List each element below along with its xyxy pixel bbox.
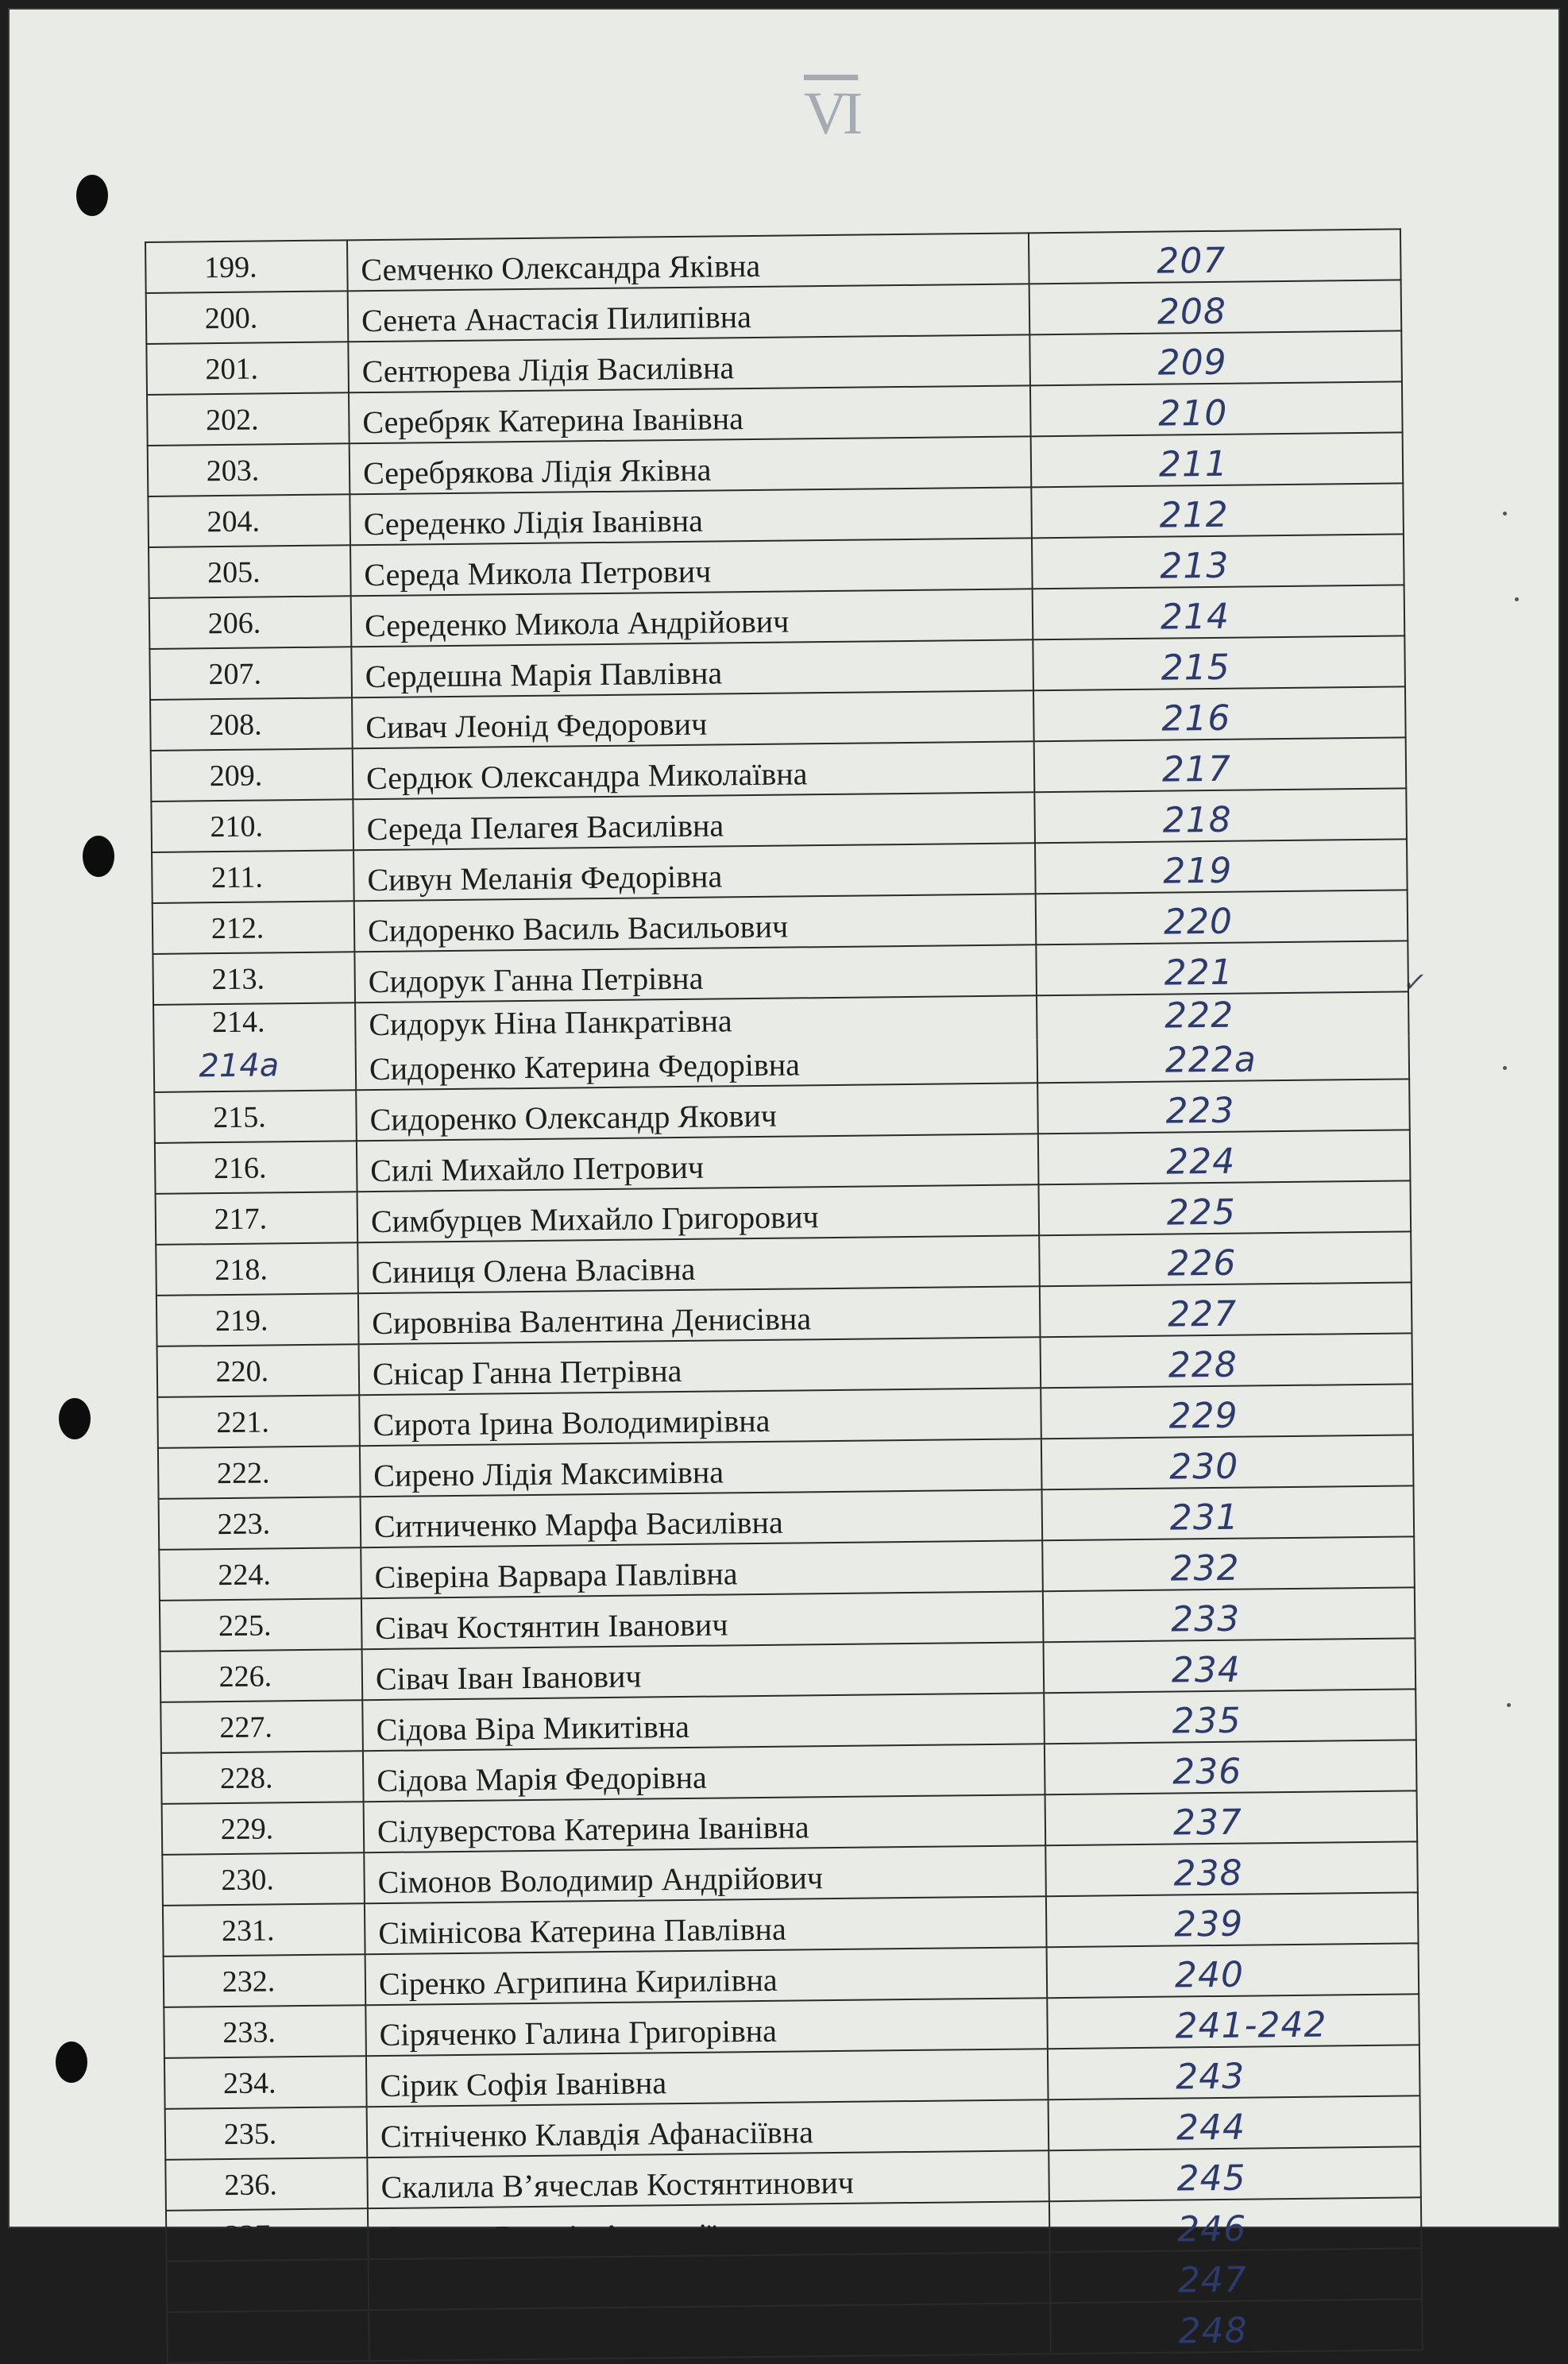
page-mark: $\overline{VI}$ <box>804 80 859 147</box>
row-number: 214. <box>153 1002 356 1048</box>
sheet-number: 231 <box>1042 1485 1415 1540</box>
sheet-number: 240 <box>1047 1943 1419 1998</box>
person-name: Сирено Лідія Максимівна <box>360 1439 1042 1497</box>
row-number: 201. <box>146 342 349 395</box>
sheet-number: 245 <box>1049 2146 1421 2201</box>
person-name: Серебрякова Лідія Яківна <box>350 436 1032 494</box>
row-number: 224. <box>159 1547 361 1601</box>
person-name: Сіверіна Варвара Павлівна <box>361 1540 1043 1598</box>
sheet-number: 220 <box>1036 890 1408 944</box>
row-number: 207. <box>149 647 352 700</box>
row-number: 238. <box>167 2259 369 2312</box>
person-name: Ситниченко Марфа Василівна <box>361 1489 1043 1547</box>
sheet-number: 226 <box>1039 1231 1412 1286</box>
person-name: Скалила В’ячеслав Костянтинович <box>367 2150 1049 2208</box>
punch-hole-3 <box>59 1398 91 1439</box>
person-name: Сірик Софія Іванівна <box>366 2049 1049 2107</box>
row-number: 217. <box>156 1192 358 1245</box>
person-name: Сентюрева Лідія Василівна <box>348 334 1030 392</box>
person-name: Склерук Іван Тимофійович <box>369 2252 1051 2310</box>
row-number: 206. <box>149 596 352 649</box>
person-name: Серебряк Катерина Іванівна <box>349 385 1031 443</box>
sheet-number: 211 <box>1031 432 1404 487</box>
sheet-number: 223 <box>1037 1079 1410 1134</box>
row-number: 237. <box>166 2208 369 2262</box>
sheet-number: 230 <box>1041 1435 1414 1489</box>
row-number: 212. <box>153 901 355 954</box>
person-name: Симбурцев Михайло Григорович <box>357 1184 1040 1242</box>
person-name: Середа Микола Петрович <box>350 538 1033 596</box>
person-name: Сідова Віра Микитівна <box>362 1693 1045 1751</box>
row-number: 219. <box>156 1293 359 1346</box>
row-number: 235. <box>165 2107 368 2160</box>
sheet-number: 243 <box>1048 2045 1420 2099</box>
person-name: Сердюк Олександра Миколаївна <box>353 741 1035 799</box>
person-name: Сідова Марія Федорівна <box>363 1744 1045 1802</box>
person-name: Сімонов Володимир Андрійович <box>364 1845 1046 1903</box>
sheet-number: 215 <box>1033 635 1405 690</box>
row-number: 229. <box>162 1802 365 1855</box>
person-name: Сенета Анастасія Пилипівна <box>348 284 1030 342</box>
row-number: 220. <box>157 1344 360 1397</box>
sheet-number: 221 <box>1036 941 1408 995</box>
row-number: 222. <box>158 1446 361 1499</box>
person-name: Сивун Меланія Федорівна <box>353 843 1036 901</box>
row-number: 228. <box>161 1751 364 1804</box>
check-mark: ✓ <box>1400 968 1430 998</box>
person-name: Силі Михайло Петрович <box>357 1134 1039 1192</box>
sheet-number: 233 <box>1043 1587 1415 1642</box>
sheet-number: 238 <box>1045 1841 1418 1896</box>
sheet-number: 217 <box>1034 737 1407 792</box>
row-number: 213. <box>153 952 355 1005</box>
row-number: 211. <box>152 850 354 903</box>
row-number: 233. <box>164 2005 366 2058</box>
row-number: 209. <box>151 748 353 802</box>
sheet-number: 234 <box>1044 1638 1416 1693</box>
sheet-number: 213 <box>1032 534 1404 589</box>
row-number: 203. <box>148 443 350 496</box>
row-number: 227. <box>160 1700 363 1753</box>
person-name: Сивач Леонід Федорович <box>352 690 1034 748</box>
person-name: Сілуверстова Катерина Іванівна <box>364 1794 1046 1852</box>
person-name: Сімінісова Катерина Павлівна <box>365 1896 1047 1954</box>
sheet-number: 237 <box>1045 1790 1418 1845</box>
row-number: 214а <box>154 1045 357 1092</box>
person-name: Сидорук Ніна Панкратівна <box>355 995 1037 1045</box>
row-number: 232. <box>164 1954 366 2007</box>
row-number: 230. <box>162 1852 365 1906</box>
punch-hole-2 <box>83 836 114 877</box>
sheet-number: 247 <box>1050 2248 1423 2303</box>
row-number: 231. <box>163 1903 365 1956</box>
sheet-number: 244 <box>1049 2096 1421 2150</box>
sheet-number: 232 <box>1042 1536 1415 1591</box>
person-name: Сердешна Марія Павлівна <box>351 639 1033 697</box>
speck <box>1515 597 1519 601</box>
row-number: 221. <box>157 1395 360 1448</box>
person-name: Середа Пелагея Василівна <box>353 792 1035 850</box>
person-name: Сівач Костянтин Іванович <box>361 1591 1044 1649</box>
row-number: 225. <box>160 1598 362 1651</box>
sheet-number: 239 <box>1046 1892 1419 1947</box>
person-name: Скорич Євгенія Арсентіївна <box>368 2201 1050 2259</box>
sheet-number: 222а <box>1037 1034 1410 1083</box>
sheet-number: 207 <box>1029 229 1401 284</box>
sheet-number: 248 <box>1050 2299 1423 2354</box>
person-name: Сітніченко Клавдія Афанасіївна <box>367 2099 1049 2157</box>
row-number: 216. <box>155 1141 357 1194</box>
sheet-number: 235 <box>1044 1689 1416 1744</box>
speck <box>1503 1066 1507 1070</box>
row-number: 239. <box>167 2310 369 2363</box>
sheet-number: 218 <box>1034 788 1407 843</box>
sheet-number: 219 <box>1035 839 1408 894</box>
person-name: Семченко Олександра Яківна <box>347 233 1029 291</box>
sheet-number: 227 <box>1040 1282 1412 1337</box>
person-name: Синиця Олена Власівна <box>357 1235 1040 1293</box>
sheet-number: 216 <box>1033 686 1406 741</box>
person-name: Сидоренко Олександр Якович <box>356 1083 1038 1141</box>
sheet-number: 212 <box>1031 483 1404 538</box>
person-name: Сирота Ірина Володимирівна <box>359 1388 1041 1446</box>
sheet-number: 246 <box>1049 2197 1422 2252</box>
register-table <box>145 228 1423 2363</box>
row-number: 204. <box>148 494 350 547</box>
row-number: 205. <box>149 545 351 598</box>
person-name: Сидорук Ганна Петрівна <box>354 944 1037 1002</box>
sheet-number: 224 <box>1038 1130 1411 1184</box>
row-number: 218. <box>156 1242 358 1296</box>
row-number: 234. <box>164 2056 367 2109</box>
speck <box>1503 512 1507 516</box>
sheet-number: 214 <box>1033 585 1405 639</box>
person-name: Сидоренко Катерина Федорівна <box>356 1038 1038 1090</box>
row-number: 208. <box>150 697 353 751</box>
person-name: Сівач Іван Іванович <box>362 1642 1045 1700</box>
row-number: 202. <box>147 392 350 446</box>
person-name: Сировніва Валентина Денисівна <box>358 1286 1041 1344</box>
row-number: 199. <box>145 240 348 293</box>
person-name: Сіряченко Галина Григорівна <box>365 1998 1048 2056</box>
person-name: Середенко Микола Андрійович <box>351 589 1033 647</box>
sheet-number: 210 <box>1030 381 1403 436</box>
sheet-number: 209 <box>1029 330 1402 385</box>
speck <box>1507 1703 1511 1707</box>
sheet-number: 208 <box>1029 280 1402 334</box>
punch-hole-1 <box>76 175 108 216</box>
scanned-page <box>8 8 1560 2358</box>
row-number: 210. <box>151 799 353 852</box>
punch-hole-4 <box>56 2041 87 2083</box>
row-number: 223. <box>159 1497 361 1550</box>
sheet-number: 241-242 <box>1047 1994 1419 2049</box>
row-number: 215. <box>154 1090 357 1143</box>
person-name: Склерук Клавдія Андріївна <box>369 2303 1051 2361</box>
person-name: Середенко Лідія Іванівна <box>350 487 1032 545</box>
person-name: Снісар Ганна Петрівна <box>359 1337 1041 1395</box>
sheet-number: 229 <box>1041 1384 1413 1439</box>
row-number: 226. <box>160 1649 363 1702</box>
sheet-number: 225 <box>1038 1180 1411 1235</box>
row-number: 200. <box>146 291 349 344</box>
person-name: Сидоренко Василь Васильович <box>354 894 1037 952</box>
row-number: 236. <box>165 2157 368 2211</box>
sheet-number: 222 <box>1037 991 1409 1038</box>
person-name: Сіренко Агрипина Кирилівна <box>365 1947 1048 2005</box>
sheet-number: 228 <box>1041 1333 1413 1388</box>
sheet-number: 236 <box>1045 1740 1417 1794</box>
